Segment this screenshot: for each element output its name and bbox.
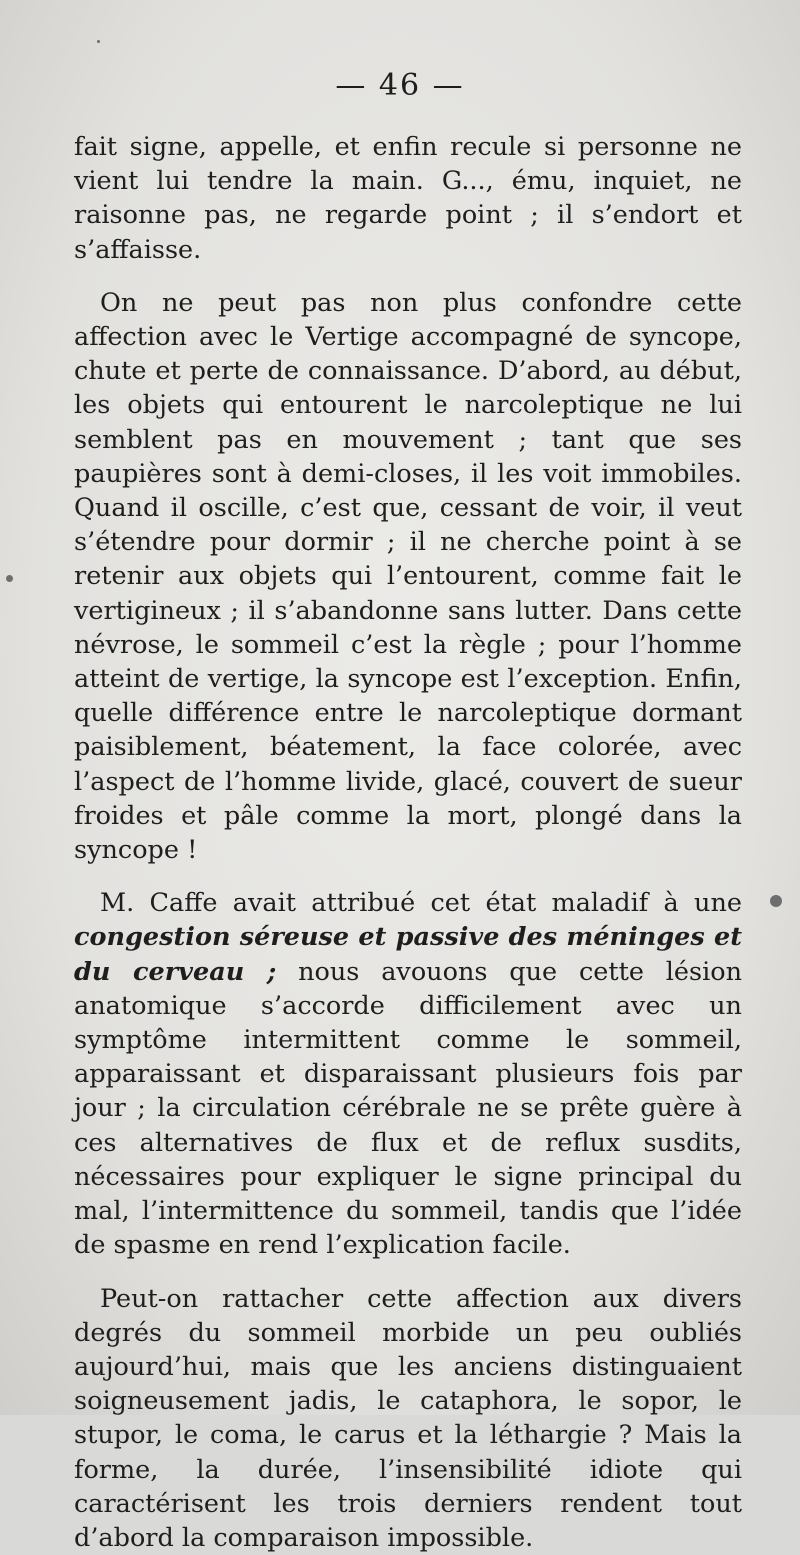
- paragraph-vertige: On ne peut pas non plus confondre cette affection avec le Vertige accompagné de syncope, chute et perte de connaissance. D’abord, au début, les objets qui entourent le narcoleptique ne lui semblent pas en mouvement ; tant que ses paupières sont à demi-closes, il les voit immobiles. Quand il oscille, c’est que, cessant de voir, il veut s’étendre pour dormir ; il ne cherche point à se retenir aux objets qui l’entourent, comme fait le vertigineux ; il s’abandonne sans lutter. Dans cette névrose, le sommeil c’est la règle ; pour l’homme atteint de vertige, la syncope est l’exception. Enfin, quelle différence entre le narcoleptique dormant paisiblement, béatement, la face colorée, avec l’aspect de l’homme livide, glacé, couvert de sueur froides et pâle comme la mort, plongé dans la syncope !: [74, 286, 742, 867]
- page-number: — 46 —: [0, 68, 800, 103]
- paragraph-caffe-text-before: M. Caffe avait attribué cet état maladif à une: [100, 888, 742, 918]
- paragraph-caffe-text-after: nous avouons que cette lésion anatomique s’accorde difficilement avec un symptôme intermittent comme le sommeil, apparaissant et disparaissant plusieurs fois par jour ; la circulation cérébrale ne se prête guère à ces alternatives de flux et de reflux susdits, nécessaires pour expliquer le signe principal du mal, l’intermittence du sommeil, tandis que l’idée de spasme en rend l’explication facile.: [74, 957, 742, 1261]
- margin-speck: [6, 575, 13, 582]
- paragraph-sommeil-morbide: Peut-on rattacher cette affection aux divers degrés du sommeil morbide un peu oubliés aujourd’hui, mais que les anciens distinguaient soigneusement jadis, le cataphora, le sopor, le stupor, le coma, le carus et la léthargie ? Mais la forme, la durée, l’insensibilité idiote qui caractérisent les trois derniers rendent tout d’abord la comparaison impossible.: [74, 1282, 742, 1555]
- paragraph-caffe: [74, 886, 742, 1262]
- margin-speck: [97, 40, 100, 43]
- paragraph-continuation: fait signe, appelle, et enfin recule si personne ne vient lui tendre la main. G..., ému, inquiet, ne raisonne pas, ne regarde point ; il s’endort et s’affaisse.: [74, 130, 742, 267]
- emphasis-congestion: congestion séreuse et passive des méninges et du cerveau ;: [74, 922, 742, 986]
- body-text: [74, 130, 742, 1555]
- margin-speck: [770, 895, 782, 907]
